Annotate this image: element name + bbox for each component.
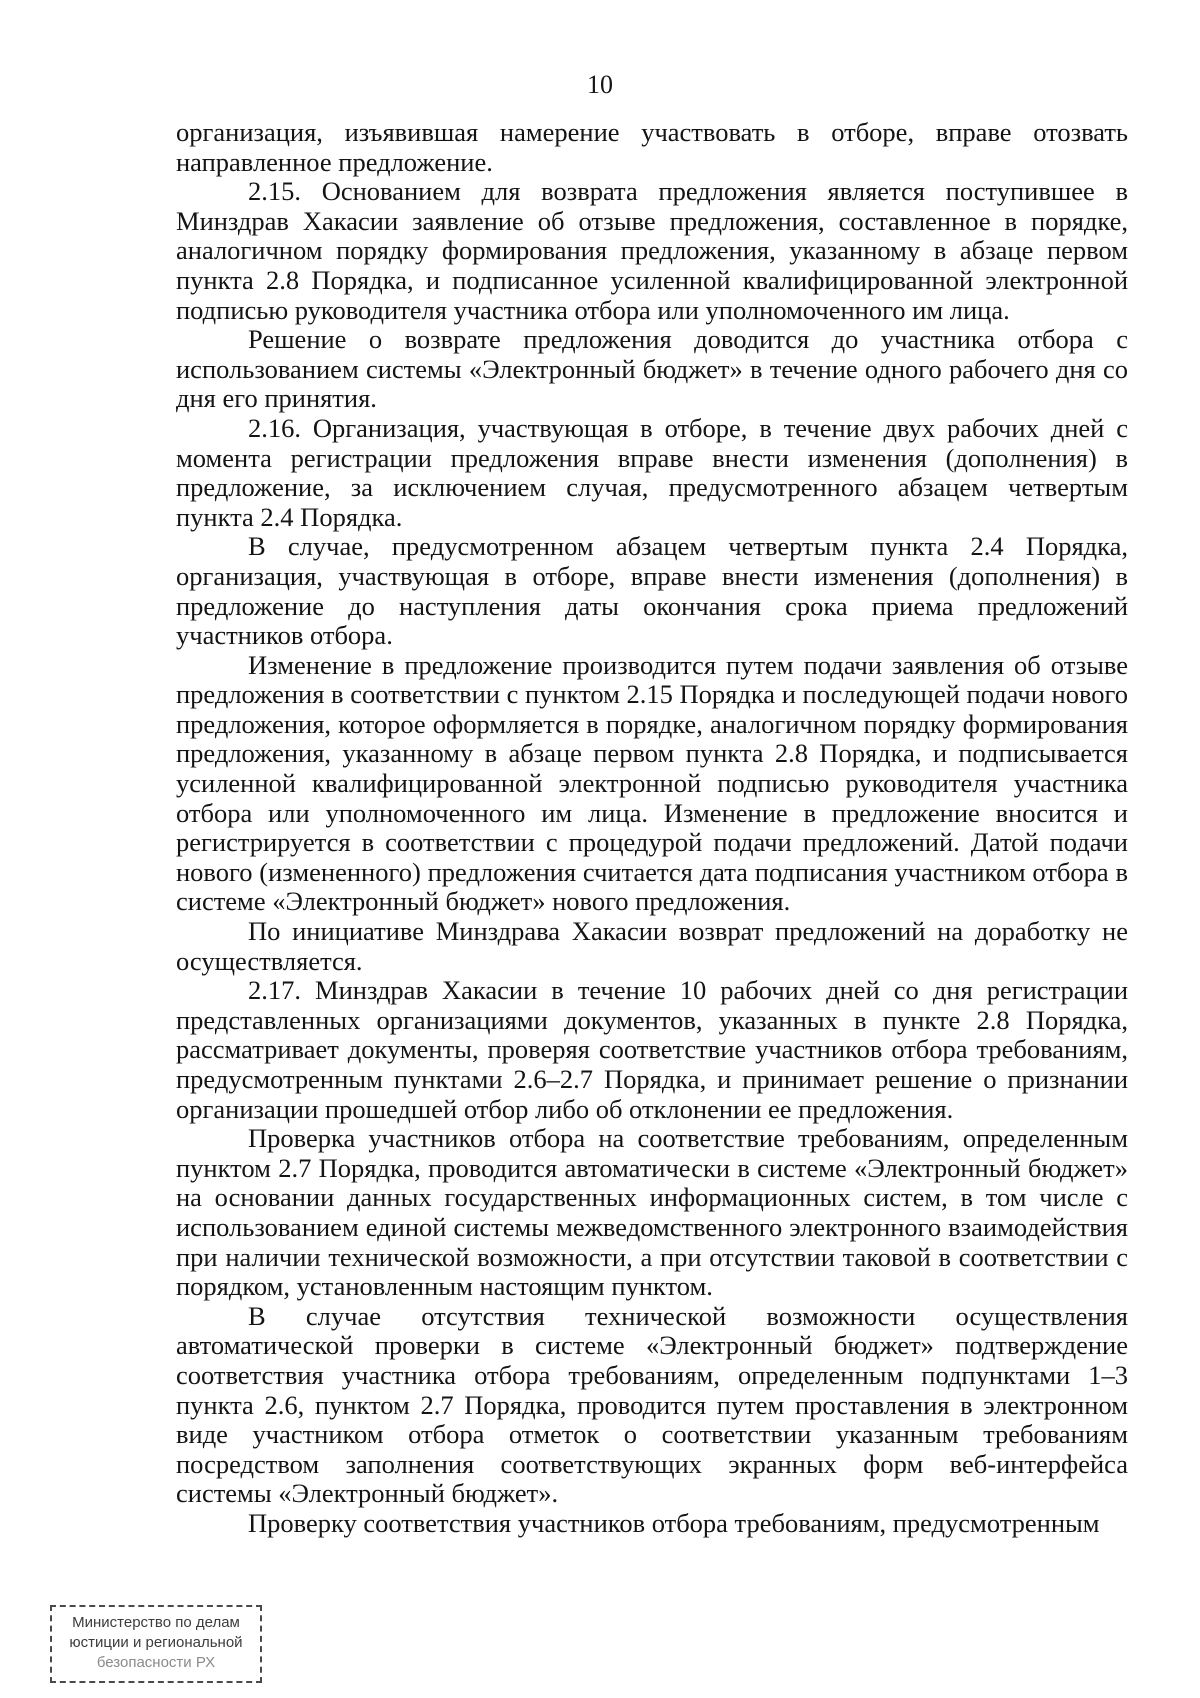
paragraph-automatic-check: Проверка участников отбора на соответствие требованиям, определенным пунктом 2.7 Порядка, проводится автоматически в системе «Электронный бюджет» на основании данных государственных информационных систем, в том числе с использованием единой системы межведомственного электронного взаимодействия при наличии технической возможности, а при отсутствии таковой в соответствии с порядком, установленным настоящим пунктом. bbox=[176, 1123, 1128, 1302]
paragraph-2-17: 2.17. Минздрав Хакасии в течение 10 рабочих дней со дня регистрации представленных организациями документов, указанных в пункте 2.8 Порядка, рассматривает документы, проверяя соответствие участников отбора требованиям, предусмотренным пунктами 2.6–2.7 Порядка, и принимает решение о признании организации прошедшей отбор либо об отклонении ее предложения. bbox=[176, 975, 1128, 1124]
paragraph-case-2-4: В случае, предусмотренном абзацем четвертым пункта 2.4 Порядка, организация, участвующая в отборе, вправе внести изменения (дополнения) в предложение до наступления даты окончания срока приема предложений участников отбора. bbox=[176, 531, 1128, 651]
stamp-line-3: безопасности РХ bbox=[96, 1654, 216, 1671]
page-number: 10 bbox=[587, 70, 613, 99]
paragraph-no-return: По инициативе Минздрава Хакасии возврат предложений на доработку не осуществляется. bbox=[176, 916, 1128, 976]
stamp-line-2: юстиции и региональной bbox=[69, 1634, 243, 1651]
stamp-line-1: Министерство по делам bbox=[72, 1614, 240, 1631]
paragraph-return-decision: Решение о возврате предложения доводится до участника отбора с использованием системы «Электронный бюджет» в течение одного рабочего дня со дня его принятия. bbox=[176, 324, 1128, 414]
document-body bbox=[176, 118, 1128, 1539]
paragraph-2-16: 2.16. Организация, участвующая в отборе, в течение двух рабочих дней с момента регистрации предложения вправе внести изменения (дополнения) в предложение, за исключением случая, предусмотренного абзацем четвертым пункта 2.4 Порядка. bbox=[176, 412, 1128, 532]
paragraph-2-15: 2.15. Основанием для возврата предложения является поступившее в Минздрав Хакасии заявление об отзыве предложения, составленное в порядке, аналогичном порядку формирования предложения, указанному в абзаце первом пункта 2.8 Порядка, и подписанное усиленной квалифицированной электронной подписью руководителя участника отбора или уполномоченного им лица. bbox=[176, 176, 1128, 325]
paragraph-change-procedure: Изменение в предложение производится путем подачи заявления об отзыве предложения в соответствии с пунктом 2.15 Порядка и последующей подачи нового предложения, которое оформляется в порядке, аналогичном порядку формирования предложения, указанному в абзаце первом пункта 2.8 Порядка, и подписывается усиленной квалифицированной электронной подписью руководителя участника отбора или уполномоченного им лица. Изменение в предложение вносится и регистрируется в соответствии с процедурой подачи предложений. Датой подачи нового (измененного) предложения считается дата подписания участником отбора в системе «Электронный бюджет» нового предложения. bbox=[176, 649, 1128, 917]
paragraph-check-continuation: Проверку соответствия участников отбора требованиям, предусмотренным bbox=[248, 1507, 1100, 1538]
paragraph-manual-check: В случае отсутствия технической возможности осуществления автоматической проверки в системе «Электронный бюджет» подтверждение соответствия участника отбора требованиям, определенным подпунктами 1–3 пункта 2.6, пунктом 2.7 Порядка, проводится путем проставления в электронном виде участником отбора отметок о соответствии указанным требованиям посредством заполнения соответствующих экранных форм веб-интерфейса системы «Электронный бюджет». bbox=[176, 1300, 1128, 1509]
paragraph-withdrawal-right: организация, изъявившая намерение участвовать в отборе, вправе отозвать направленное предложение. bbox=[176, 117, 1128, 177]
ministry-stamp bbox=[50, 1605, 262, 1683]
